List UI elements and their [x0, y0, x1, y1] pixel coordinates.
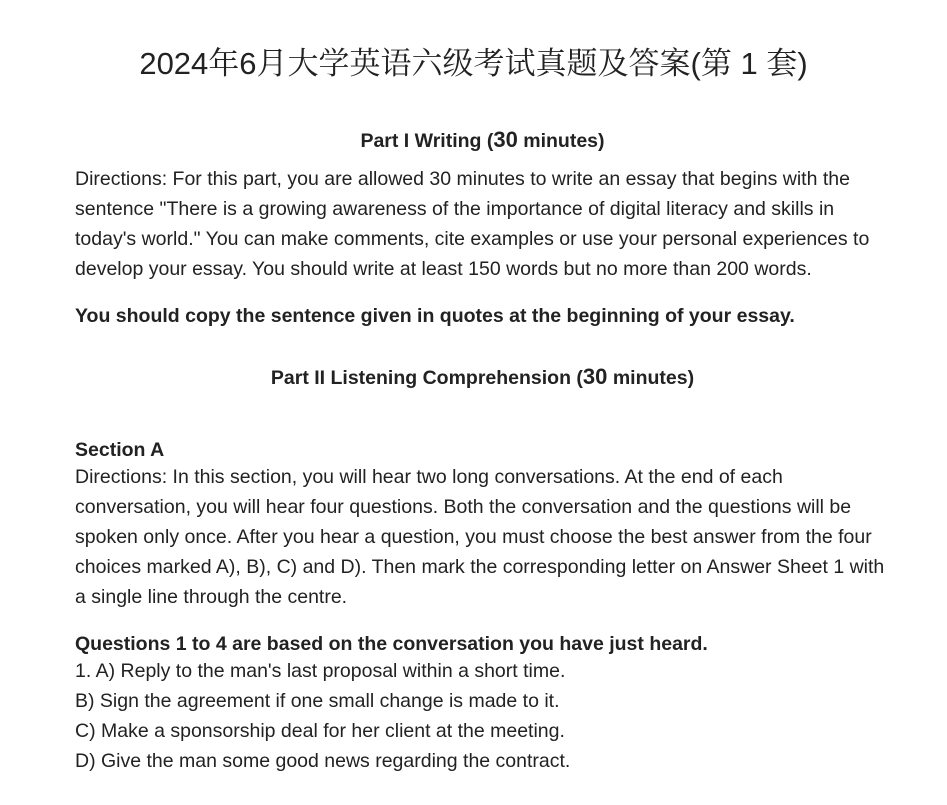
part1-instruction: You should copy the sentence given in quotes at the beginning of your essay. — [75, 305, 795, 327]
page-title: 2024年6月大学英语六级考试真题及答案(第 1 套) — [139, 46, 808, 81]
part2-directions: Directions: In this section, you will hear two long conversations. At the end of each conversation, you will hear four questions. Both the conversation and the questions will be spoken only once. After you hear a question, you must choose the best answer from the four choices marked A), B), C) and D). Then mark the corresponding letter on Answer Sheet 1 with a single line through the centre. — [75, 466, 885, 608]
part2-heading-text: Part II Listening Comprehension ( — [270, 367, 583, 389]
section-a-title: Section A — [75, 439, 165, 461]
part2-heading — [75, 362, 890, 393]
answer-options — [75, 656, 890, 776]
part2-heading-end: minutes) — [607, 367, 695, 389]
question-group-heading: Questions 1 to 4 are based on the conversation you have just heard. — [75, 633, 708, 655]
part2-heading-minutes: 30 — [582, 364, 608, 389]
part1-instruction-block — [75, 301, 890, 331]
answer-option: 1. A) Reply to the man's last proposal within a short time. — [75, 660, 566, 682]
part1-heading-block — [75, 125, 890, 156]
answer-option: D) Give the man some good news regarding the contract. — [75, 750, 571, 772]
part1-directions: Directions: For this part, you are allowed 30 minutes to write an essay that begins with the sentence "There is a growing awareness of the importance of digital literacy and skills in today's world." You can make comments, cite examples or use your personal experiences to develop your essay. You should write at least 150 words but no more than 200 words. — [75, 168, 870, 280]
part1-heading-minutes: 30 — [493, 127, 518, 152]
answer-option: C) Make a sponsorship deal for her client at the meeting. — [75, 720, 565, 742]
question-group-block — [75, 629, 890, 659]
answer-option: B) Sign the agreement if one small change is made to it. — [75, 690, 560, 712]
part2-directions-block — [75, 462, 890, 612]
part1-directions-block — [75, 164, 890, 284]
part2-heading-block — [75, 362, 890, 393]
section-a-block — [75, 435, 890, 465]
part1-heading-text: Part I Writing ( — [360, 130, 494, 152]
part1-heading-end: minutes) — [517, 130, 605, 152]
part1-heading — [75, 125, 890, 156]
